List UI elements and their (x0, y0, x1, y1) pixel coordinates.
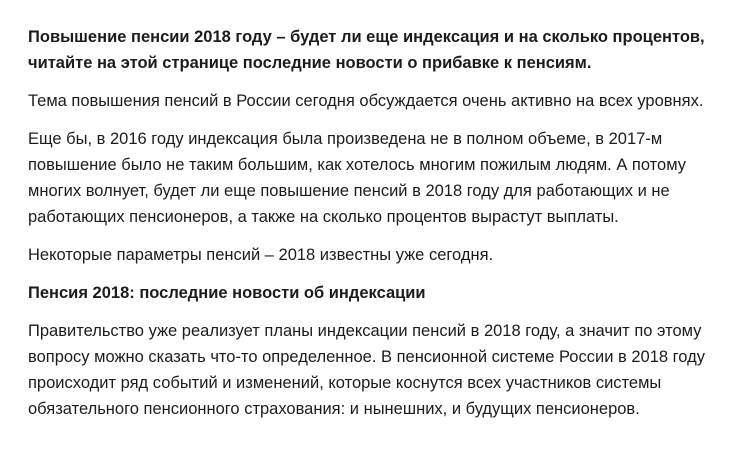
section-heading (28, 280, 750, 306)
lead-line: читайте на этой странице последние новости о прибавке к пенсиям. (28, 54, 592, 72)
paragraph-line: вопросу можно сказать что-то определенное. В пенсионной системе России в 2018 году (28, 348, 705, 366)
paragraph-1 (28, 88, 750, 114)
paragraph-2 (28, 126, 750, 230)
paragraph-line: происходит ряд событий и изменений, которые коснутся всех участников системы (28, 374, 662, 392)
paragraph-line: Еще бы, в 2016 году индексация была произведена не в полном объеме, в 2017-м (28, 130, 663, 148)
section-heading-text: Пенсия 2018: последние новости об индексации (28, 284, 426, 302)
paragraph-line: Тема повышения пенсий в России сегодня обсуждается очень активно на всех уровнях. (28, 92, 704, 110)
paragraph-4 (28, 318, 750, 422)
article-body (28, 24, 750, 434)
paragraph-line: Правительство уже реализует планы индексации пенсий в 2018 году, а значит по этому (28, 322, 702, 340)
lead-line: Повышение пенсии 2018 году – будет ли еще индексация и на сколько процентов, (28, 28, 705, 46)
paragraph-line: многих волнует, будет ли еще повышение пенсий в 2018 году для работающих и не (28, 182, 670, 200)
paragraph-line: работающих пенсионеров, а также на сколько процентов вырастут выплаты. (28, 208, 619, 226)
paragraph-line: обязательного пенсионного страхования: и нынешних, и будущих пенсионеров. (28, 400, 640, 418)
paragraph-line: повышение было не таким большим, как хотелось многим пожилым людям. А потому (28, 156, 686, 174)
paragraph-3 (28, 242, 750, 268)
paragraph-line: Некоторые параметры пенсий – 2018 известны уже сегодня. (28, 246, 494, 264)
article-lead (28, 24, 750, 76)
